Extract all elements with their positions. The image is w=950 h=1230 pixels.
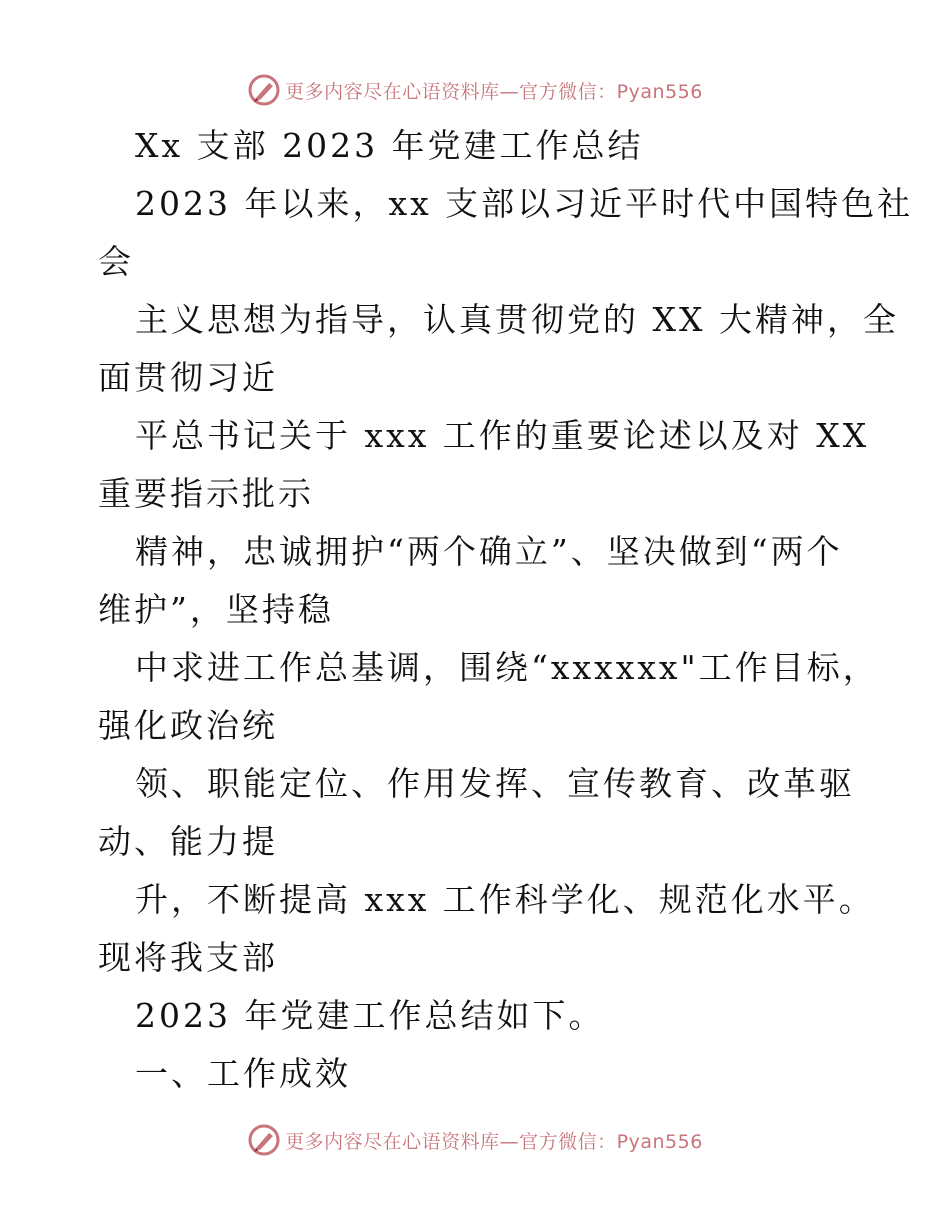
text-line: 平总书记关于 xxx 工作的重要论述以及对 XX — [135, 416, 870, 455]
text-line: 升，不断提高 xxx 工作科学化、规范化水平。 — [135, 880, 875, 919]
watermark-banner-bottom — [0, 1120, 950, 1160]
text-line: 中求进工作总基调，围绕“xxxxxx"工作目标， — [135, 648, 879, 687]
text-line: 维护”，坚持稳 — [98, 590, 334, 629]
watermark-text: 更多内容尽在心语资料库—官方微信：Pyan556 — [285, 80, 703, 103]
text-line: 会 — [98, 242, 134, 281]
text-line: 重要指示批示 — [98, 474, 314, 513]
text-line: 主义思想为指导，认真贯彻党的 XX 大精神，全 — [135, 300, 899, 339]
text-line: 精神，忠诚拥护“两个确立”、坚决做到“两个 — [135, 532, 843, 571]
section-heading: 一、工作成效 — [135, 1054, 351, 1093]
watermark-banner-top — [0, 70, 950, 110]
text-line: 面贯彻习近 — [98, 358, 278, 397]
doc-title: Xx 支部 2023 年党建工作总结 — [135, 126, 644, 165]
text-line: 强化政治统 — [98, 706, 278, 745]
text-line: 领、职能定位、作用发挥、宣传教育、改革驱 — [135, 764, 855, 803]
text-line: 现将我支部 — [98, 938, 278, 977]
text-line: 2023 年以来，xx 支部以习近平时代中国特色社 — [135, 184, 914, 223]
pen-logo-icon — [247, 73, 281, 107]
watermark-text: 更多内容尽在心语资料库—官方微信：Pyan556 — [285, 1130, 703, 1153]
text-line: 动、能力提 — [98, 822, 278, 861]
text-line: 2023 年党建工作总结如下。 — [135, 996, 605, 1035]
pen-logo-icon — [247, 1123, 281, 1157]
